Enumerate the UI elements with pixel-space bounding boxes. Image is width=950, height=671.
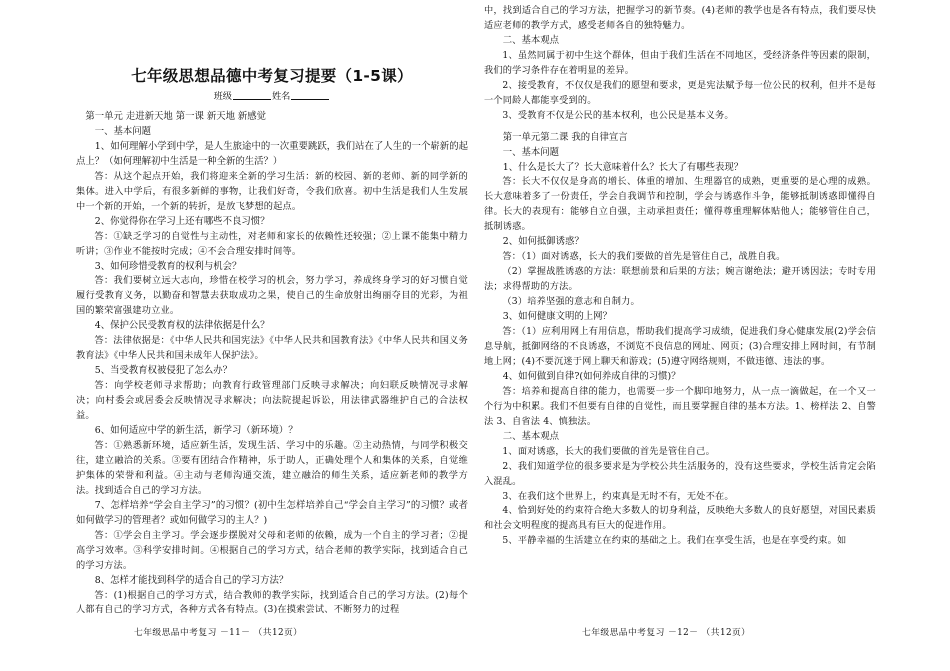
text-paragraph: 4、保护公民受教育权的法律依据是什么？ — [94, 320, 270, 332]
text-paragraph: 1、如何理解小学到中学，是人生旅途中的一次重要跳跃，我们站在了人生的一个崭新的起点上？（如何理解初中生活是一种全新的生活？） — [76, 140, 468, 167]
text-paragraph: 答：我们要树立远大志向，珍惜在校学习的机会，努力学习，养成终身学习的好习惯自觉履行受教育义务，以勤奋和智慧去获取成功之果，使自己的生命放射出绚丽夺目的光彩，为祖国的繁荣富强建功立业。 — [76, 275, 468, 317]
text-paragraph: 1、面对诱惑，长大的我们要做的首先是管住自己。 — [502, 445, 715, 457]
text-paragraph: 一、基本问题 — [502, 146, 560, 158]
section-gap — [484, 124, 876, 131]
right-text-flow — [484, 4, 876, 549]
text-paragraph: 答：法律依据是：《中华人民共和国宪法》《中华人民共和国教育法》《中华人民共和国义务教育法》《中华人民共和国未成年人保护法》。 — [76, 335, 468, 362]
text-paragraph: 一、基本问题 — [94, 125, 152, 137]
text-paragraph: 3、在我们这个世界上，约束真是无时不有，无处不在。 — [502, 490, 734, 502]
page-footer-right: 七年级思品中考复习 －12－ （共12页） — [582, 628, 751, 638]
text-paragraph: 答：①学会自主学习。学会逐步摆脱对父母和老师的依赖，成为一个自主的学习者；②提高学习效率。③科学安排时间。④根据自己的学习方式，结合老师的教学实际，找到适合自己的学习方法。 — [76, 529, 468, 571]
text-paragraph: 4、恰到好处的约束符合绝大多数人的切身利益，反映绝大多数人的良好愿望，对国民素质和社会文明程度的提高具有巨大的促进作用。 — [484, 505, 876, 532]
text-paragraph: 2、我们知道学位的很多要求是为学校公共生活服务的，没有这些要求，学校生活肯定会陷入混乱。 — [484, 460, 876, 487]
text-paragraph: 2、接受教育，不仅仅是我们的愿望和要求，更是宪法赋予每一位公民的权利，但并不是每一个同龄人都能享受到的。 — [484, 79, 876, 106]
left-text-flow — [76, 110, 468, 618]
text-paragraph: 5、平静幸福的生活建立在约束的基础之上。我们在享受生活，也是在享受约束。如 — [502, 535, 847, 547]
page-footer-left: 七年级思品中考复习 －11－ （共12页） — [134, 628, 303, 638]
text-paragraph: 1、虽然同属于初中生这个群体，但由于我们生活在不同地区，受经济条件等因素的限制，我们的学习条件存在着明显的差异。 — [484, 49, 876, 76]
text-paragraph: 4、如何做到自律?(如何养成自律的习惯)？ — [502, 370, 681, 382]
name-blank — [291, 90, 329, 100]
class-blank — [233, 90, 271, 100]
text-paragraph: 3、如何健康文明的上网？ — [502, 311, 612, 323]
text-paragraph: 答：从这个起点开始，我们将迎来全新的学习生活：新的校园、新的老师、新的同学新的集体。进入中学后，有很多新鲜的事物，让我们好奇，令我们欣喜。初中生活是我们人生发展中一个新的开始，一个新的转折，是放飞梦想的起点。 — [76, 170, 468, 212]
document-title: 七年级思想品德中考复习提要（1-5课） — [131, 67, 413, 85]
text-paragraph: 答：培养和提高自律的能力，也需要一步一个脚印地努力，从一点一滴做起，在一个又一个行为中积累。我们不但要有自律的自觉性，而且要掌握自律的基本方法。1、榜样法 2、自警法 3、自省法 4、慎独法。 — [484, 385, 876, 427]
text-paragraph: 二、基本观点 — [502, 430, 560, 442]
text-paragraph: 答：（1）面对诱惑，长大的我们要做的首先是管住自己，战胜自我。 — [502, 251, 786, 263]
text-paragraph: 7、怎样培养“学会自主学习”的习惯？(初中生怎样培养自己“学会自主学习”的习惯？或者如何做学习的管理者？或如何做学习的主人？) — [76, 499, 468, 526]
class-name-line — [76, 90, 468, 102]
left-column — [76, 0, 468, 618]
text-paragraph: （2）掌握战胜诱惑的方法：联想前景和后果的方法；婉言谢绝法；避开诱因法；专时专用法；求得帮助的方法。 — [484, 266, 876, 293]
text-paragraph: （3）培养坚强的意志和自制力。 — [502, 296, 640, 308]
text-paragraph: 答：向学校老师寻求帮助；向教育行政管理部门反映寻求解决；向妇联反映情况寻求解决；向村委会或居委会反映情况寻求解决；向法院提起诉讼，用法律武器维护自己的合法权益。 — [76, 380, 468, 422]
text-paragraph: 二、基本观点 — [502, 34, 560, 46]
right-column — [484, 0, 876, 618]
text-paragraph: 6、如何适应中学的新生活，新学习（新环境）？ — [94, 425, 298, 437]
text-paragraph: 第一单元 走进新天地 第一课 新天地 新感觉 — [85, 111, 267, 122]
text-paragraph: 3、受教育不仅是公民的基本权利，也公民是基本义务。 — [502, 109, 734, 121]
text-paragraph: 答：长大不仅仅是身高的增长、体重的增加、生理器官的成熟，更重要的是心理的成熟。长大意味着多了一份责任，学会自我调节和控制，学会与诱惑作斗争，能够抵制诱惑即懂得自律。长大的表现有：能够自立自强，主动承担责任；懂得尊重理解体贴他人；能够管住自己，抵制诱惑。 — [484, 176, 876, 233]
text-paragraph: 3、如何珍惜受教育的权利与机会？ — [94, 260, 242, 272]
text-paragraph: 答：(1)根据自己的学习方式，结合教师的教学实际，找到适合自己的学习方法。(2)每个人都有自己的学习方式，各种方式各有特点。(3)在摸索尝试、不断努力的过程 — [76, 589, 468, 616]
text-paragraph: 中，找到适合自己的学习方法，把握学习的新节奏。(4)老师的教学也是各有特点，我们要尽快适应老师的教学方式，感受老师各自的独特魅力。 — [484, 5, 876, 31]
text-paragraph: 答：①缺乏学习的自觉性与主动性，对老师和家长的依赖性还较强；②上课不能集中精力听讲；③作业不能按时完成；④不会合理安排时间等。 — [76, 230, 468, 257]
text-paragraph: 答：①熟悉新环境，适应新生活，发现生活、学习中的乐趣。②主动热情，与同学积极交往，建立融洽的关系。③要有团结合作精神，乐于助人，正确处理个人和集体的关系，自觉维护集体的荣誉和利益。④主动与老师沟通交流，建立融洽的师生关系，适应新老师的教学方法。找到适合自己的学习方法。 — [76, 439, 468, 496]
text-paragraph: 2、如何抵御诱惑？ — [502, 236, 584, 248]
text-paragraph: 第一单元第二课 我的自律宣言 — [502, 131, 628, 143]
class-label: 班级 — [213, 91, 232, 102]
text-paragraph: 答：（1）应利用网上有用信息，帮助我们提高学习成绩，促进我们身心健康发展(2)学会信息导航，抵御网络的不良诱惑，不浏览不良信息的网址、网页；(3)合理安排上网时间，有节制地上网；(4)不要沉迷于网上聊天和游戏；(5)遵守网络规则，不做违德、违法的事。 — [484, 326, 876, 367]
name-label: 姓名 — [272, 91, 291, 102]
text-paragraph: 8、怎样才能找到科学的适合自己的学习方法？ — [94, 574, 289, 586]
text-paragraph: 5、当受教育权被侵犯了怎么办？ — [94, 365, 233, 377]
text-paragraph: 1、什么是长大了？长大意味着什么？长大了有哪些表现？ — [502, 161, 744, 173]
text-paragraph: 2、你觉得你在学习上还有哪些不良习惯？ — [94, 215, 270, 227]
